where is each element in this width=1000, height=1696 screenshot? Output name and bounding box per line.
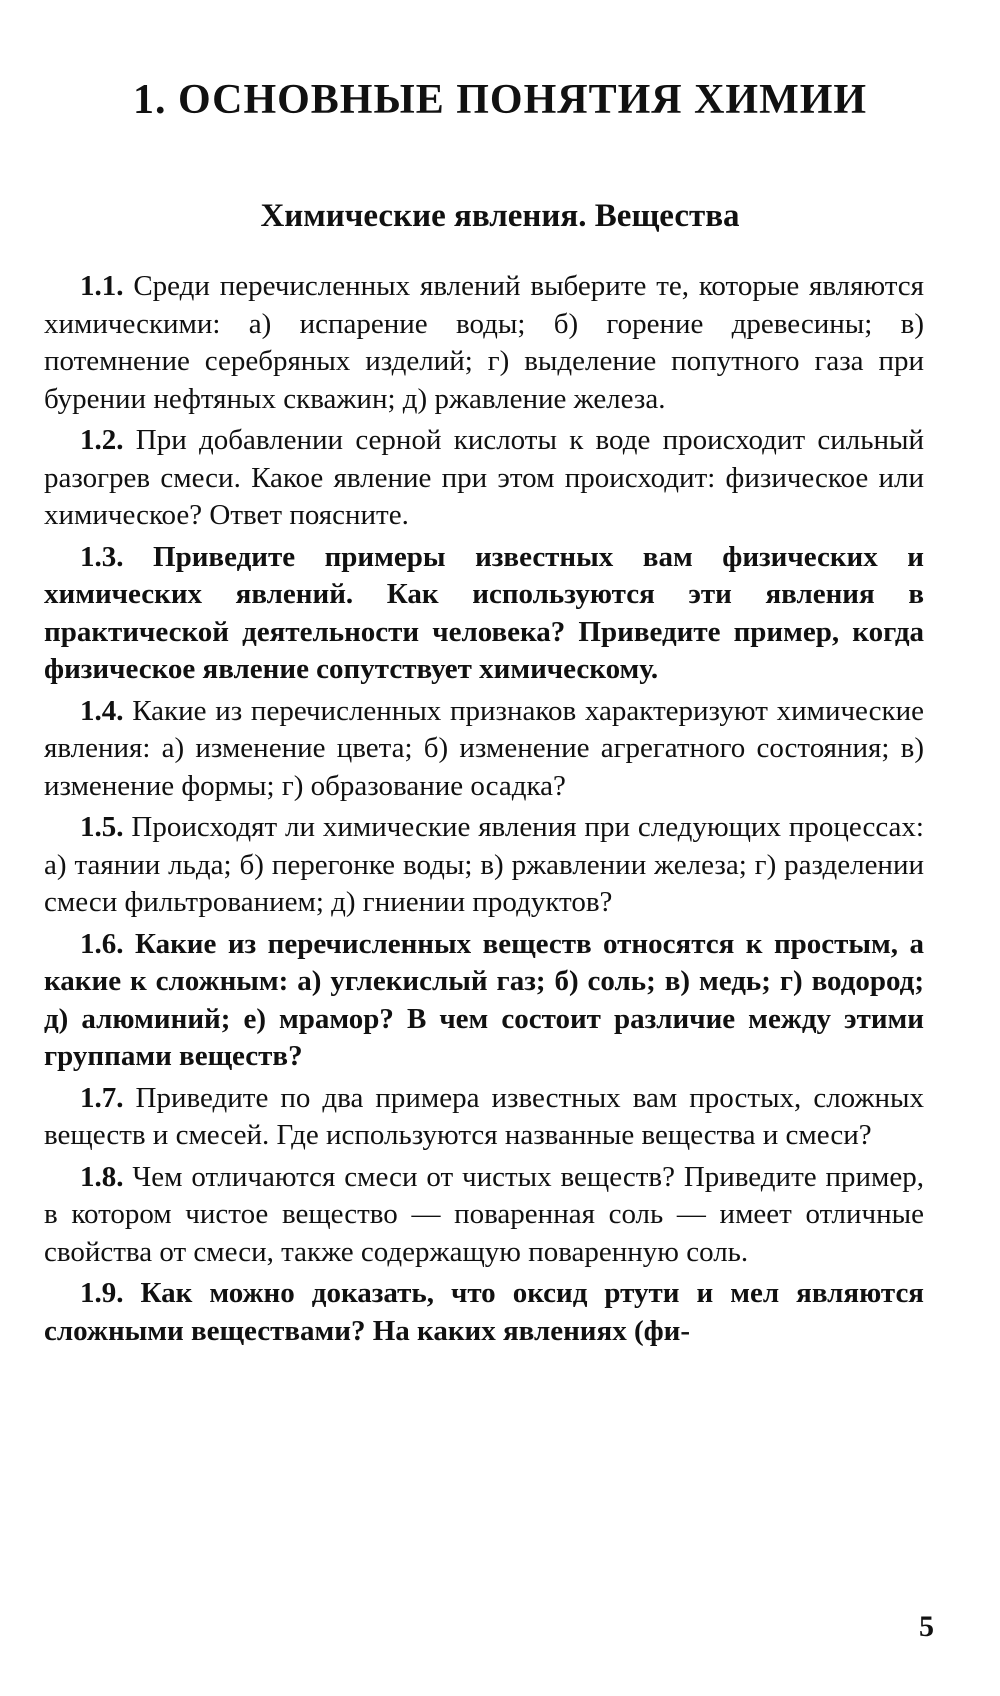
problem-1-4 bbox=[44, 693, 924, 806]
problem-text: Приведите примеры известных вам физических и химических явлений. Как используются эти явления в практической деятельности человека? Приведите пример, когда физическое явление сопутствует химическому. bbox=[44, 540, 924, 685]
problem-1-1 bbox=[44, 268, 924, 418]
problem-number: 1.4. bbox=[80, 694, 124, 727]
page-number: 5 bbox=[919, 1610, 934, 1643]
problem-number: 1.7. bbox=[80, 1081, 124, 1114]
problem-1-9 bbox=[44, 1275, 924, 1350]
problem-list bbox=[44, 268, 924, 1354]
problem-1-2 bbox=[44, 422, 924, 535]
problem-1-8 bbox=[44, 1159, 924, 1272]
problem-text: Среди перечисленных явлений выберите те, которые являются химическими: а) испарение воды; б) горение древесины; в) потемнение серебряных изделий; г) выделение попутного газа при бурении нефтяных скважин; д) ржавление железа. bbox=[44, 270, 925, 415]
problem-text: При добавлении серной кислоты к воде происходит сильный разогрев смеси. Какое явление при этом происходит: физическое или химическое? Ответ поясните. bbox=[44, 424, 924, 531]
section-title: Химические явления. Вещества bbox=[260, 198, 740, 234]
problem-1-6 bbox=[44, 926, 924, 1076]
chapter-title: 1. ОСНОВНЫЕ ПОНЯТИЯ ХИМИИ bbox=[132, 77, 868, 123]
problem-number: 1.6. bbox=[80, 927, 124, 960]
problem-1-3 bbox=[44, 539, 924, 689]
problem-text: Какие из перечисленных признаков характеризуют химические явления: а) изменение цвета; б) изменение агрегатного состояния; в) изменение формы; г) образование осадка? bbox=[44, 694, 924, 802]
problem-1-5 bbox=[44, 809, 924, 922]
problem-number: 1.2. bbox=[80, 424, 124, 456]
problem-text: Происходят ли химические явления при следующих процессах: а) таянии льда; б) перегонке воды; в) ржавлении железа; г) разделении смеси фильтрованием; д) гниении продуктов? bbox=[44, 811, 924, 918]
problem-number: 1.9. bbox=[80, 1277, 124, 1309]
problem-number: 1.3. bbox=[80, 540, 124, 573]
problem-number: 1.8. bbox=[80, 1160, 124, 1193]
problem-text: Какие из перечисленных веществ относятся к простым, а какие к сложным: а) углекислый газ; б) соль; в) медь; г) водород; д) алюминий; е) мрамор? В чем состоит различие между этими группами веществ? bbox=[44, 927, 924, 1072]
problem-text: Чем отличаются смеси от чистых веществ? Приведите пример, в котором чистое вещество — поваренная соль — имеет отличные свойства от смеси, также содержащую поваренную соль. bbox=[44, 1160, 925, 1268]
problem-1-7 bbox=[44, 1080, 924, 1155]
problem-number: 1.5. bbox=[80, 811, 124, 843]
problem-text: Приведите по два примера известных вам простых, сложных веществ и смесей. Где используются названные вещества и смеси? bbox=[44, 1081, 924, 1151]
problem-text: Как можно доказать, что оксид ртути и мел являются сложными веществами? На каких явлениях (фи- bbox=[44, 1277, 925, 1347]
problem-number: 1.1. bbox=[80, 270, 124, 302]
